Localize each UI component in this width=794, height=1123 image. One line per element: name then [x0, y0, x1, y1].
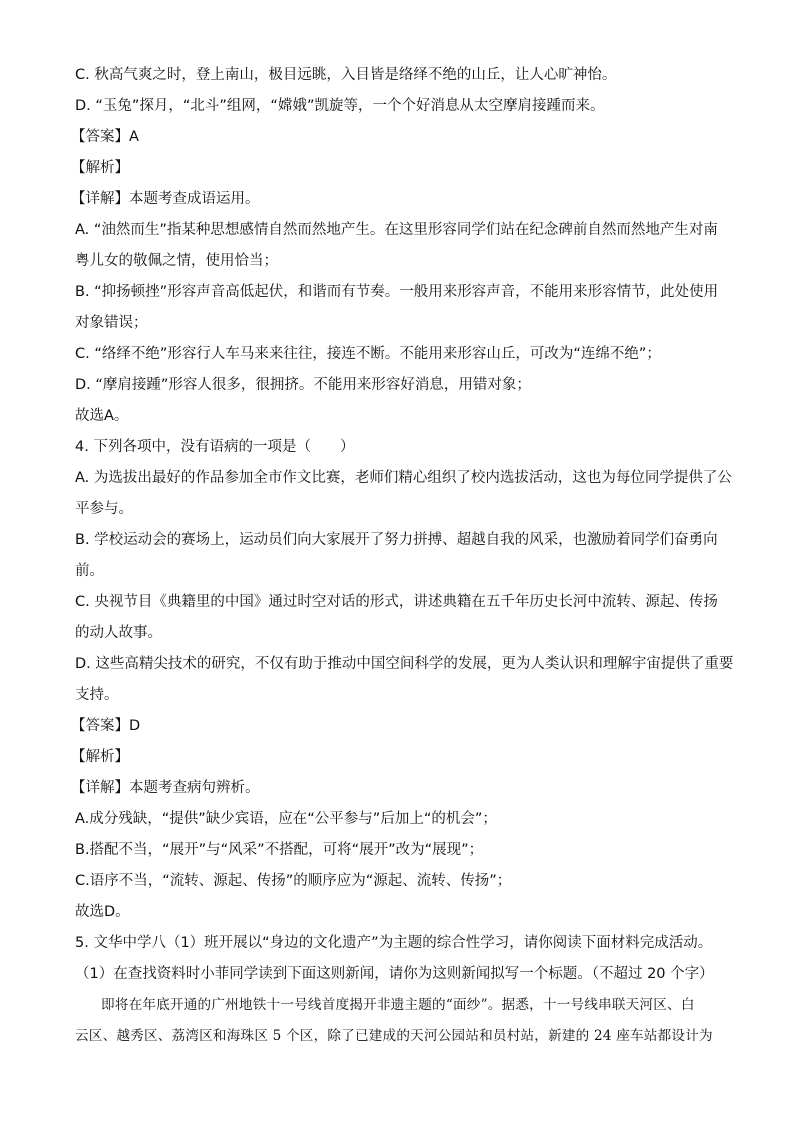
q4-option-b-line-1: B. 学校运动会的赛场上，运动员们向大家展开了努力拼搏、超越自我的风采，也激励着同学们奋勇向: [75, 532, 718, 548]
q4-option-a-line-2: 平参与。: [75, 501, 133, 517]
news-excerpt-line-2: 云区、越秀区、荔湾区和海珠区 5 个区，除了已建成的天河公园站和员村站，新建的 24 座车站都设计为: [75, 1028, 713, 1044]
q4-option-d-line-1: D. 这些高精尖技术的研究，不仅有助于推动中国空间科学的发展，更为人类认识和理解宇宙提供了重要: [75, 656, 734, 672]
q4-option-b-line-2: 前。: [75, 563, 104, 579]
explanation-b-line-2: 对象错误；: [75, 315, 148, 331]
question-4-stem: 4. 下列各项中，没有语病的一项是（ ）: [75, 439, 355, 455]
option-d-text: D. “玉兔”探月，“北斗”组网，“嫦娥”凯旋等，一个个好消息从太空摩肩接踵而来。: [75, 98, 605, 114]
explanation-c: C. “络绎不绝”形容行人车马来来往往，接连不断。不能用来形容山丘，可改为“连绵不绝”；: [75, 346, 661, 362]
q4-explanation-b: B.搭配不当，“展开”与“风采”不搭配，可将“展开”改为“展现”；: [75, 842, 484, 858]
explanation-b-line-1: B. “抑扬顿挫”形容声音高低起伏，和谐而有节奏。一般用来形容声音，不能用来形容情节，此处使用: [75, 284, 719, 300]
q4-option-d-line-2: 支持。: [75, 687, 119, 703]
q4-explanation-c: C.语序不当，“流转、源起、传扬”的顺序应为“源起、流转、传扬”；: [75, 873, 512, 889]
news-excerpt-line-1: 即将在年底开通的广州地铁十一号线首度揭开非遗主题的“面纱”。据悉，十一号线串联天河区、白: [101, 997, 695, 1013]
q4-option-c-line-1: C. 央视节目《典籍里的中国》通过时空对话的形式，讲述典籍在五千年历史长河中流转、源起、传扬: [75, 594, 718, 610]
q4-option-c-line-2: 的动人故事。: [75, 625, 162, 641]
analysis-label: 【解析】: [71, 160, 129, 176]
explanation-a-line-1: A. “油然而生”指某种思想感情自然而然地产生。在这里形容同学们站在纪念碑前自然而然地产生对南: [75, 222, 718, 238]
q4-option-a-line-1: A. 为选拔出最好的作品参加全市作文比赛，老师们精心组织了校内选拔活动，这也为每位同学提供了公: [75, 470, 732, 486]
option-c-text: C. 秋高气爽之时，登上南山，极目远眺，入目皆是络绎不绝的山丘，让人心旷神怡。: [75, 67, 617, 83]
q4-analysis-label: 【解析】: [71, 749, 129, 765]
conclusion: 故选A。: [75, 408, 129, 424]
document-page: [71, 60, 734, 1052]
answer-label: 【答案】A: [71, 129, 139, 145]
q4-detail-heading: 【详解】本题考查病句辨析。: [71, 780, 260, 796]
q4-explanation-a: A.成分残缺，“提供”缺少宾语，应在“公平参与”后加上“的机会”；: [75, 811, 497, 827]
q5-subquestion-1: （1）在查找资料时小菲同学读到下面这则新闻，请你为这则新闻拟写一个标题。（不超过 20 个字）: [75, 966, 714, 982]
q4-answer-label: 【答案】D: [71, 718, 141, 734]
explanation-d: D. “摩肩接踵”形容人很多，很拥挤。不能用来形容好消息，用错对象；: [75, 377, 531, 393]
question-5-stem: 5. 文华中学八（1）班开展以“身边的文化遗产”为主题的综合性学习，请你阅读下面材料完成活动。: [75, 935, 713, 951]
explanation-a-line-2: 粤儿女的敬佩之情，使用恰当；: [75, 253, 278, 269]
q4-conclusion: 故选D。: [75, 904, 130, 920]
detail-heading: 【详解】本题考查成语运用。: [71, 191, 260, 207]
